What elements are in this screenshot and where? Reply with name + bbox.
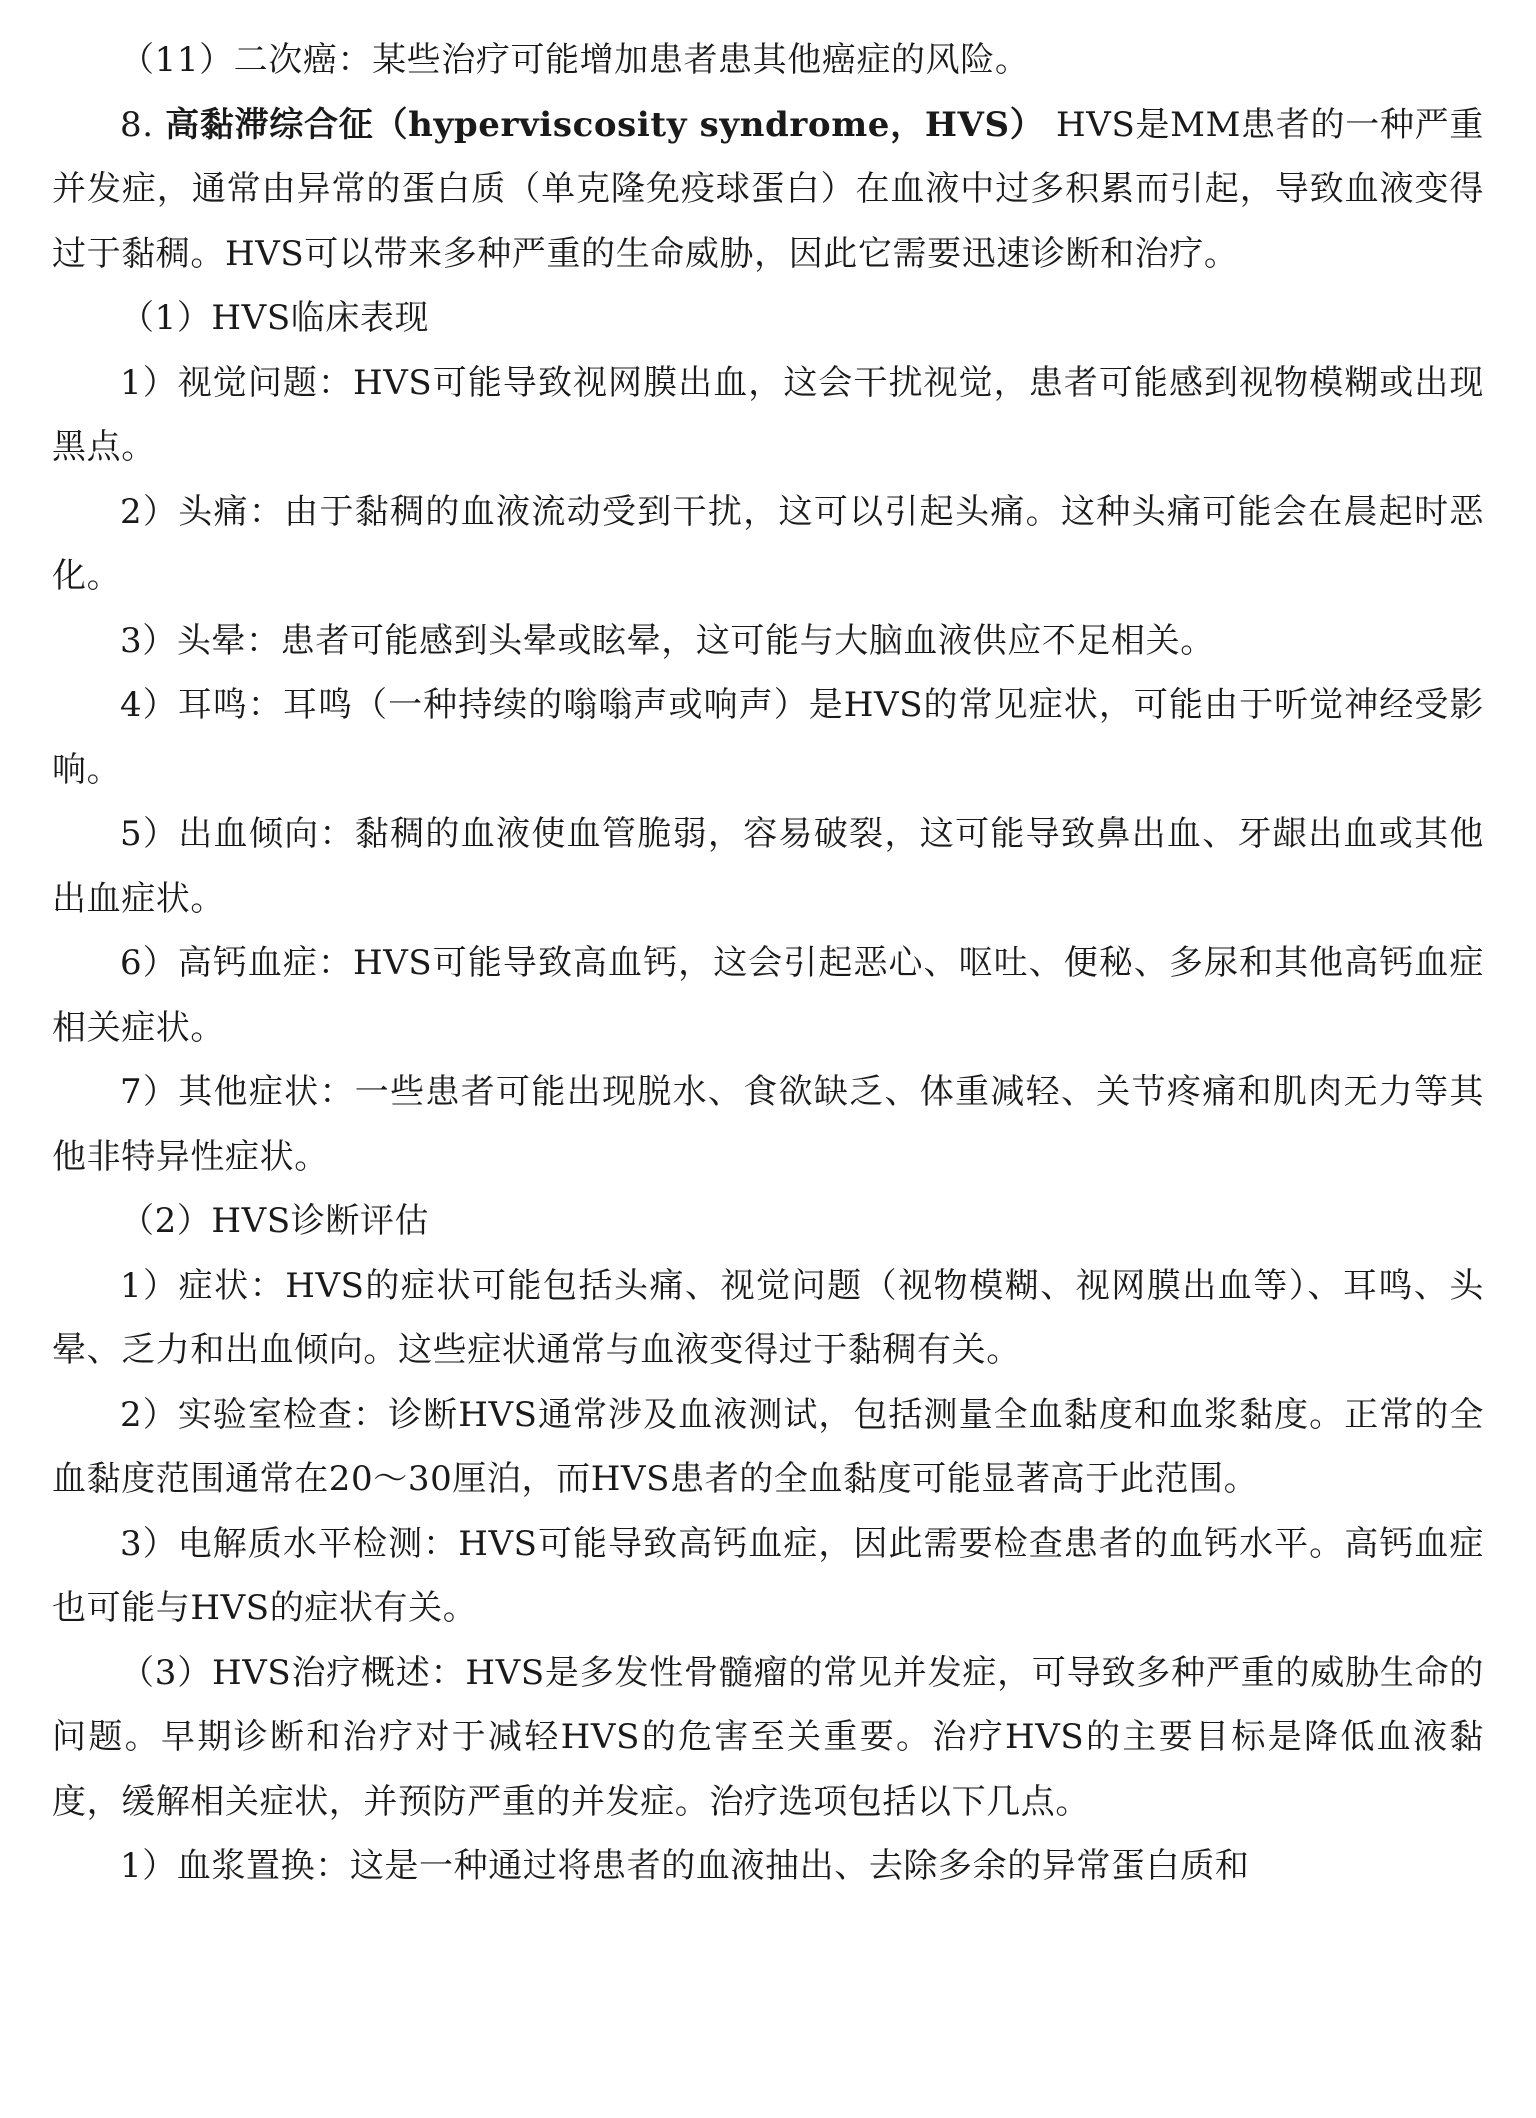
paragraph-electrolytes: 3）电解质水平检测：HVS可能导致高钙血症，因此需要检查患者的血钙水平。高钙血症也可能与HVS的症状有关。 xyxy=(52,1523,1484,1628)
paragraph-bleeding: 5）出血倾向：黏稠的血液使血管脆弱，容易破裂，这可能导致鼻出血、牙龈出血或其他出血症状。 xyxy=(52,814,1484,919)
paragraph-other-symptoms: 7）其他症状：一些患者可能出现脱水、食欲缺乏、体重减轻、关节疼痛和肌肉无力等其他非特异性症状。 xyxy=(52,1072,1484,1177)
subheading-clinical-manifestations: （1）HVS临床表现 xyxy=(120,298,430,338)
paragraph-visual-problems: 1）视觉问题：HVS可能导致视网膜出血，这会干扰视觉，患者可能感到视物模糊或出现黑点。 xyxy=(52,362,1484,467)
paragraph-dizziness: 3）头晕：患者可能感到头晕或眩晕，这可能与大脑血液供应不足相关。 xyxy=(120,620,1215,661)
paragraph-headache: 2）头痛：由于黏稠的血液流动受到干扰，这可以引起头痛。这种头痛可能会在晨起时恶化。 xyxy=(52,491,1484,596)
document-page xyxy=(52,28,1484,1899)
paragraph-hvs-intro xyxy=(52,93,1484,287)
section-intro-text: HVS是MM患者的一种严重并发症，通常由异常的蛋白质（单克隆免疫球蛋白）在血液中过多积累而引起，导致血液变得过于黏稠。HVS可以带来多种严重的生命威胁，因此它需要迅速诊断和治疗。 xyxy=(52,104,1484,274)
section-title: 高黏滞综合征（hyperviscosity syndrome，HVS） xyxy=(165,104,1045,145)
paragraph-secondary-cancer: （11）二次癌：某些治疗可能增加患者患其他癌症的风险。 xyxy=(120,40,1030,80)
paragraph-tinnitus: 4）耳鸣：耳鸣（一种持续的嗡嗡声或响声）是HVS的常见症状，可能由于听觉神经受影响。 xyxy=(52,685,1484,790)
paragraph-treatment-overview: （3）HVS治疗概述：HVS是多发性骨髓瘤的常见并发症，可导致多种严重的威胁生命的问题。早期诊断和治疗对于减轻HVS的危害至关重要。治疗HVS的主要目标是降低血液黏度，缓解相关症状，并预防严重的并发症。治疗选项包括以下几点。 xyxy=(52,1652,1484,1822)
paragraph-hypercalcemia: 6）高钙血症：HVS可能导致高血钙，这会引起恶心、呕吐、便秘、多尿和其他高钙血症相关症状。 xyxy=(52,943,1484,1048)
paragraph-diagnosis-symptoms: 1）症状：HVS的症状可能包括头痛、视觉问题（视物模糊、视网膜出血等）、耳鸣、头晕、乏力和出血倾向。这些症状通常与血液变得过于黏稠有关。 xyxy=(52,1265,1484,1370)
paragraph-plasma-exchange: 1）血浆置换：这是一种通过将患者的血液抽出、去除多余的异常蛋白质和 xyxy=(120,1846,1250,1886)
section-number: 8. xyxy=(120,104,166,145)
subheading-diagnosis: （2）HVS诊断评估 xyxy=(120,1201,430,1241)
paragraph-lab-tests: 2）实验室检查：诊断HVS通常涉及血液测试，包括测量全血黏度和血浆黏度。正常的全血黏度范围通常在20～30厘泊，而HVS患者的全血黏度可能显著高于此范围。 xyxy=(52,1394,1484,1499)
